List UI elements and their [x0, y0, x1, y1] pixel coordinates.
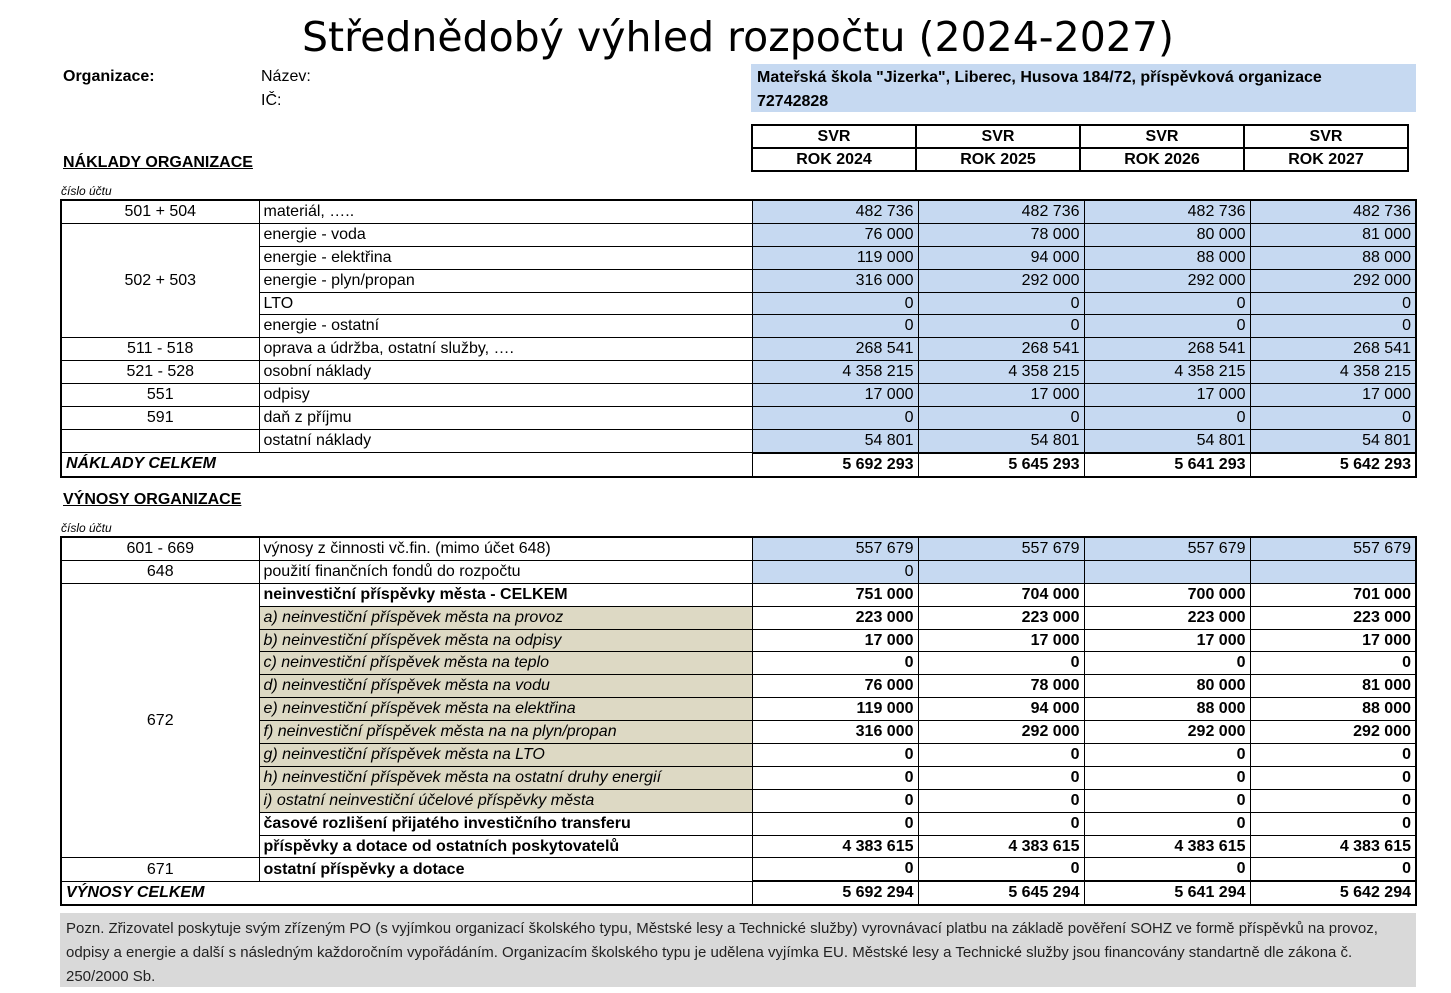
col-header-year: ROK 2025 — [916, 148, 1080, 171]
row-label: e) neinvestiční příspěvek města na elektřina — [259, 698, 752, 721]
table-row — [61, 407, 1416, 430]
value-cell: 0 — [918, 858, 1084, 881]
table-row — [61, 361, 1416, 384]
value-cell: 88 000 — [1084, 246, 1250, 269]
total-value: 5 642 294 — [1250, 881, 1416, 905]
table-row — [61, 583, 1416, 606]
table-row — [61, 315, 1416, 338]
value-cell: 4 358 215 — [1250, 361, 1416, 384]
value-cell — [1084, 560, 1250, 583]
value-cell: 268 541 — [918, 338, 1084, 361]
col-header-year: ROK 2024 — [752, 148, 916, 171]
row-label: použití finančních fondů do rozpočtu — [259, 560, 752, 583]
value-cell: 0 — [1250, 652, 1416, 675]
row-label: h) neinvestiční příspěvek města na ostatní druhy energií — [259, 766, 752, 789]
value-cell: 54 801 — [1250, 429, 1416, 452]
col-header-year: ROK 2027 — [1244, 148, 1408, 171]
account-number: 551 — [61, 384, 259, 407]
value-cell: 0 — [752, 812, 918, 835]
table-row — [61, 652, 1416, 675]
row-label: osobní náklady — [259, 361, 752, 384]
value-cell: 17 000 — [1250, 384, 1416, 407]
value-cell: 76 000 — [752, 223, 918, 246]
account-number: 601 - 669 — [61, 537, 259, 560]
value-cell: 0 — [752, 744, 918, 767]
col-header-top: SVR — [916, 125, 1080, 148]
account-number: 672 — [61, 583, 259, 858]
value-cell: 0 — [1084, 789, 1250, 812]
value-cell: 4 383 615 — [1250, 835, 1416, 858]
total-label: VÝNOSY CELKEM — [61, 881, 752, 905]
value-cell: 54 801 — [918, 429, 1084, 452]
value-cell: 80 000 — [1084, 223, 1250, 246]
table-row — [61, 698, 1416, 721]
table-row — [61, 606, 1416, 629]
col-header-top: SVR — [1244, 125, 1408, 148]
row-label: d) neinvestiční příspěvek města na vodu — [259, 675, 752, 698]
total-value: 5 645 294 — [918, 881, 1084, 905]
value-cell: 557 679 — [1250, 537, 1416, 560]
value-cell: 17 000 — [918, 384, 1084, 407]
table-row — [61, 429, 1416, 452]
total-value: 5 692 293 — [752, 453, 918, 477]
ic-label: IČ: — [261, 92, 282, 109]
value-cell: 0 — [918, 744, 1084, 767]
value-cell: 223 000 — [1084, 606, 1250, 629]
value-cell: 268 541 — [752, 338, 918, 361]
value-cell: 557 679 — [1084, 537, 1250, 560]
value-cell: 0 — [918, 766, 1084, 789]
value-cell: 292 000 — [1084, 269, 1250, 292]
account-number: 671 — [61, 858, 259, 881]
value-cell: 0 — [752, 407, 918, 430]
row-label: g) neinvestiční příspěvek města na LTO — [259, 744, 752, 767]
value-cell: 4 383 615 — [1084, 835, 1250, 858]
account-number: 521 - 528 — [61, 361, 259, 384]
value-cell: 701 000 — [1250, 583, 1416, 606]
value-cell: 119 000 — [752, 698, 918, 721]
revenues-table — [60, 536, 1417, 906]
value-cell: 4 358 215 — [1084, 361, 1250, 384]
row-label: časové rozlišení přijatého investičního transferu — [259, 812, 752, 835]
organization-info-box — [751, 64, 1416, 112]
year-header — [751, 124, 1409, 172]
organization-name: Mateřská škola "Jizerka", Liberec, Husova 184/72, příspěvková organizace — [757, 69, 1322, 86]
value-cell: 0 — [918, 292, 1084, 315]
value-cell: 0 — [918, 789, 1084, 812]
value-cell: 78 000 — [918, 675, 1084, 698]
value-cell: 482 736 — [918, 200, 1084, 223]
row-label: materiál, ….. — [259, 200, 752, 223]
row-label: a) neinvestiční příspěvek města na provoz — [259, 606, 752, 629]
value-cell: 0 — [1084, 858, 1250, 881]
total-value: 5 692 294 — [752, 881, 918, 905]
value-cell: 482 736 — [752, 200, 918, 223]
account-number: 501 + 504 — [61, 200, 259, 223]
value-cell: 0 — [1250, 858, 1416, 881]
total-value: 5 645 293 — [918, 453, 1084, 477]
total-row — [61, 453, 1416, 477]
value-cell: 0 — [918, 812, 1084, 835]
table-row — [61, 338, 1416, 361]
value-cell: 0 — [1250, 789, 1416, 812]
value-cell: 81 000 — [1250, 223, 1416, 246]
value-cell: 17 000 — [1084, 629, 1250, 652]
value-cell: 751 000 — [752, 583, 918, 606]
value-cell: 700 000 — [1084, 583, 1250, 606]
row-label: odpisy — [259, 384, 752, 407]
revenues-heading: VÝNOSY ORGANIZACE — [63, 491, 242, 508]
value-cell: 88 000 — [1250, 246, 1416, 269]
costs-table — [60, 199, 1417, 478]
total-value: 5 641 294 — [1084, 881, 1250, 905]
row-label: neinvestiční příspěvky města - CELKEM — [259, 583, 752, 606]
table-row — [61, 223, 1416, 246]
name-label: Název: — [261, 68, 311, 85]
account-number: 502 + 503 — [61, 223, 259, 337]
row-label: energie - elektřina — [259, 246, 752, 269]
value-cell: 557 679 — [752, 537, 918, 560]
value-cell: 482 736 — [1250, 200, 1416, 223]
row-label: daň z příjmu — [259, 407, 752, 430]
value-cell — [1250, 560, 1416, 583]
account-number — [61, 429, 259, 452]
table-row — [61, 537, 1416, 560]
organization-label: Organizace: — [63, 68, 155, 85]
value-cell: 88 000 — [1250, 698, 1416, 721]
value-cell: 0 — [1250, 315, 1416, 338]
costs-account-label: číslo účtu — [61, 184, 112, 198]
value-cell: 94 000 — [918, 246, 1084, 269]
row-label: oprava a údržba, ostatní služby, …. — [259, 338, 752, 361]
total-value: 5 641 293 — [1084, 453, 1250, 477]
value-cell: 0 — [1084, 812, 1250, 835]
value-cell: 0 — [1084, 407, 1250, 430]
value-cell: 17 000 — [1084, 384, 1250, 407]
account-number: 511 - 518 — [61, 338, 259, 361]
value-cell: 0 — [1250, 292, 1416, 315]
value-cell: 292 000 — [918, 269, 1084, 292]
value-cell: 0 — [752, 292, 918, 315]
value-cell: 81 000 — [1250, 675, 1416, 698]
value-cell: 557 679 — [918, 537, 1084, 560]
value-cell: 0 — [1084, 766, 1250, 789]
value-cell: 54 801 — [752, 429, 918, 452]
value-cell: 4 383 615 — [918, 835, 1084, 858]
revenues-account-label: číslo účtu — [61, 521, 112, 535]
value-cell: 316 000 — [752, 721, 918, 744]
value-cell: 704 000 — [918, 583, 1084, 606]
value-cell: 78 000 — [918, 223, 1084, 246]
value-cell: 0 — [752, 652, 918, 675]
total-row — [61, 881, 1416, 905]
table-row — [61, 744, 1416, 767]
table-row — [61, 246, 1416, 269]
value-cell: 268 541 — [1250, 338, 1416, 361]
row-label: výnosy z činnosti vč.fin. (mimo účet 648) — [259, 537, 752, 560]
value-cell: 0 — [1250, 744, 1416, 767]
value-cell: 4 383 615 — [752, 835, 918, 858]
table-row — [61, 675, 1416, 698]
value-cell: 0 — [752, 560, 918, 583]
total-label: NÁKLADY CELKEM — [61, 453, 752, 477]
value-cell: 54 801 — [1084, 429, 1250, 452]
account-number: 591 — [61, 407, 259, 430]
value-cell: 17 000 — [918, 629, 1084, 652]
value-cell: 292 000 — [1084, 721, 1250, 744]
row-label: příspěvky a dotace od ostatních poskytovatelů — [259, 835, 752, 858]
col-header-year: ROK 2026 — [1080, 148, 1244, 171]
value-cell: 4 358 215 — [752, 361, 918, 384]
value-cell: 0 — [752, 766, 918, 789]
value-cell: 0 — [1250, 766, 1416, 789]
value-cell: 17 000 — [752, 629, 918, 652]
value-cell: 223 000 — [918, 606, 1084, 629]
table-row — [61, 292, 1416, 315]
row-label: energie - ostatní — [259, 315, 752, 338]
value-cell: 0 — [1250, 407, 1416, 430]
page-title: Střednědobý výhled rozpočtu (2024-2027) — [302, 13, 1174, 61]
row-label: energie - plyn/propan — [259, 269, 752, 292]
value-cell: 4 358 215 — [918, 361, 1084, 384]
value-cell: 0 — [1084, 652, 1250, 675]
table-row — [61, 858, 1416, 881]
table-row — [61, 766, 1416, 789]
row-label: LTO — [259, 292, 752, 315]
value-cell: 482 736 — [1084, 200, 1250, 223]
row-label: ostatní náklady — [259, 429, 752, 452]
table-row — [61, 721, 1416, 744]
value-cell: 292 000 — [918, 721, 1084, 744]
row-label: i) ostatní neinvestiční účelové příspěvky města — [259, 789, 752, 812]
value-cell: 0 — [1250, 812, 1416, 835]
account-number: 648 — [61, 560, 259, 583]
total-value: 5 642 293 — [1250, 453, 1416, 477]
value-cell: 17 000 — [752, 384, 918, 407]
row-label: ostatní příspěvky a dotace — [259, 858, 752, 881]
value-cell: 223 000 — [752, 606, 918, 629]
table-row — [61, 835, 1416, 858]
row-label: b) neinvestiční příspěvek města na odpisy — [259, 629, 752, 652]
table-row — [61, 812, 1416, 835]
row-label: c) neinvestiční příspěvek města na teplo — [259, 652, 752, 675]
value-cell: 0 — [752, 315, 918, 338]
value-cell: 0 — [1084, 744, 1250, 767]
value-cell: 0 — [752, 858, 918, 881]
table-row — [61, 384, 1416, 407]
organization-ic: 72742828 — [757, 93, 829, 110]
value-cell: 223 000 — [1250, 606, 1416, 629]
value-cell: 88 000 — [1084, 698, 1250, 721]
footnote: Pozn. Zřizovatel poskytuje svým zřízeným PO (s vyjímkou organizací školského typu, Městské lesy a Technické služby) vyrovnávací platbu na základě pověření SOHZ ve formě příspěvků na provoz, odpisy a energie a další s následným každoročním vypořádáním. Organizacím školského typu je udělena vyjímka EU. Městské lesy a Technické služby jsou financovány standartně dle zákona č. 250/2000 Sb. — [60, 913, 1416, 987]
table-row — [61, 629, 1416, 652]
value-cell: 316 000 — [752, 269, 918, 292]
value-cell: 0 — [918, 407, 1084, 430]
value-cell: 17 000 — [1250, 629, 1416, 652]
value-cell: 94 000 — [918, 698, 1084, 721]
table-row — [61, 789, 1416, 812]
value-cell: 0 — [752, 789, 918, 812]
value-cell: 0 — [918, 652, 1084, 675]
value-cell: 76 000 — [752, 675, 918, 698]
table-row — [61, 269, 1416, 292]
value-cell: 292 000 — [1250, 269, 1416, 292]
value-cell: 119 000 — [752, 246, 918, 269]
row-label: energie - voda — [259, 223, 752, 246]
value-cell: 80 000 — [1084, 675, 1250, 698]
value-cell: 0 — [918, 315, 1084, 338]
row-label: f) neinvestiční příspěvek města na na plyn/propan — [259, 721, 752, 744]
value-cell: 0 — [1084, 315, 1250, 338]
value-cell: 0 — [1084, 292, 1250, 315]
col-header-top: SVR — [1080, 125, 1244, 148]
table-row — [61, 560, 1416, 583]
value-cell — [918, 560, 1084, 583]
value-cell: 292 000 — [1250, 721, 1416, 744]
value-cell: 268 541 — [1084, 338, 1250, 361]
costs-heading: NÁKLADY ORGANIZACE — [63, 154, 253, 171]
col-header-top: SVR — [752, 125, 916, 148]
table-row — [61, 200, 1416, 223]
